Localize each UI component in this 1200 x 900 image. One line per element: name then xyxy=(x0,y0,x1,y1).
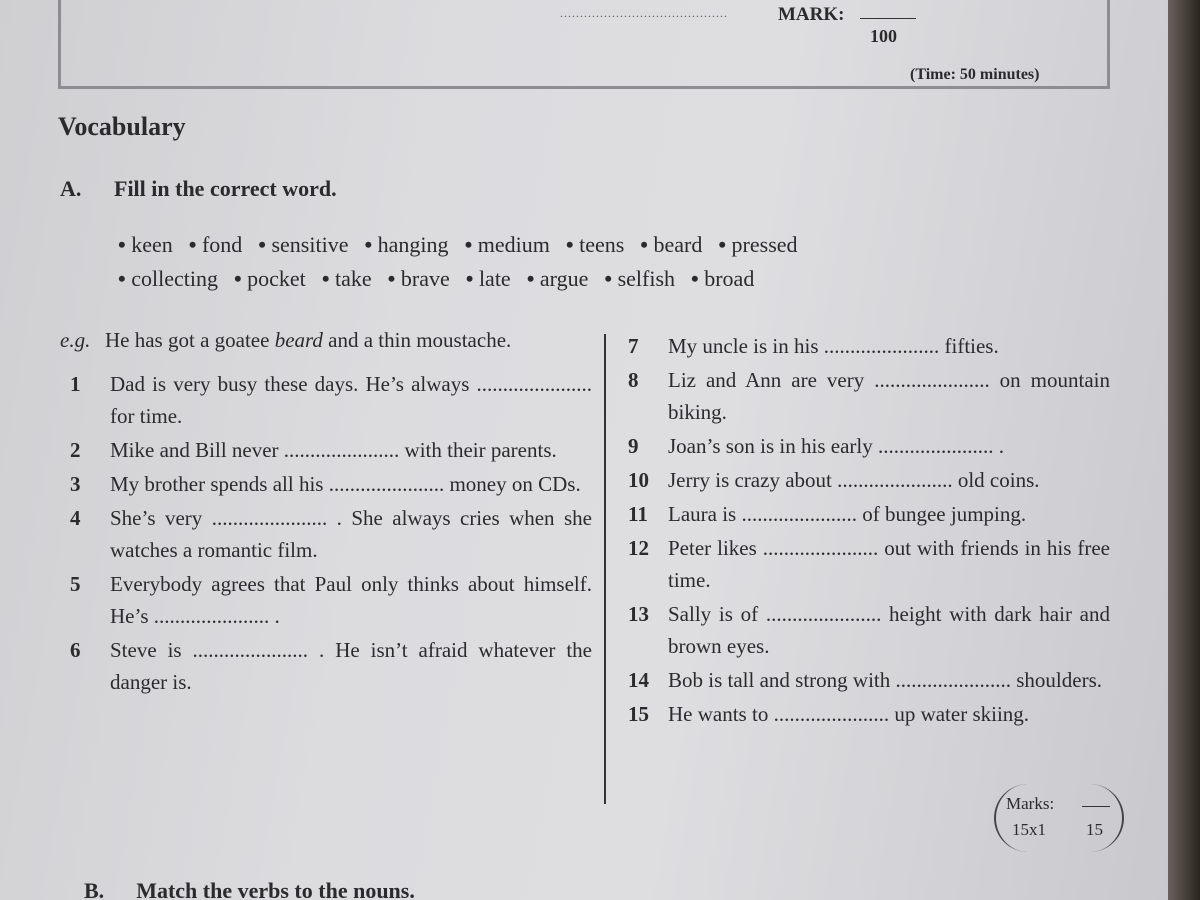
question-text: Laura is ...................... of bungee jumping. xyxy=(668,502,1027,526)
question-text: My uncle is in his ...................... fifties. xyxy=(668,334,999,358)
example-label: e.g. xyxy=(60,328,91,352)
question-text: Mike and Bill never ...................... with their parents. xyxy=(110,438,557,462)
section-a-letter: A. xyxy=(60,176,82,201)
example-text-before: He has got a goatee xyxy=(105,328,275,352)
word-bank-item: • late xyxy=(466,262,511,296)
word-bank-row xyxy=(118,262,1018,296)
question-item xyxy=(618,532,1110,596)
question-number: 5 xyxy=(70,572,81,596)
question-text: Sally is of ...................... height with dark hair and brown eyes. xyxy=(668,602,1110,658)
example-sentence xyxy=(60,324,592,356)
word-bank-item: • pressed xyxy=(718,228,797,262)
marks-total: 15 xyxy=(1086,820,1103,839)
question-number: 1 xyxy=(70,372,81,396)
question-number: 10 xyxy=(628,468,649,492)
question-item xyxy=(618,498,1110,530)
example-answer: beard xyxy=(274,328,323,352)
question-item xyxy=(618,664,1110,696)
marks-calc: 15x1 xyxy=(1012,820,1046,839)
example-text-after: and a thin moustache. xyxy=(322,328,512,352)
question-number: 13 xyxy=(628,602,649,626)
question-text: Bob is tall and strong with ...................... shoulders. xyxy=(668,668,1102,692)
time-limit: (Time: 50 minutes) xyxy=(910,66,1040,83)
question-item xyxy=(60,468,592,500)
question-text: Joan’s son is in his early ...................... . xyxy=(668,434,1004,458)
section-title: Vocabulary xyxy=(58,112,186,141)
question-text: Peter likes ...................... out with friends in his free time. xyxy=(668,536,1110,592)
mark-label: MARK: xyxy=(778,4,845,25)
word-bank-item: • sensitive xyxy=(258,228,348,262)
column-divider xyxy=(604,334,606,804)
question-number: 4 xyxy=(70,506,81,530)
word-bank-item: • medium xyxy=(465,228,550,262)
question-item xyxy=(618,330,1110,362)
mark-score-line xyxy=(860,18,916,19)
question-number: 12 xyxy=(628,536,649,560)
question-number: 7 xyxy=(628,334,639,358)
question-item xyxy=(618,698,1110,730)
question-number: 8 xyxy=(628,368,639,392)
question-text: She’s very ...................... . She always cries when she watches a romantic film. xyxy=(110,506,592,562)
section-b-letter: B. xyxy=(84,878,105,900)
word-bank-item: • brave xyxy=(388,262,450,296)
page-edge xyxy=(1168,0,1200,900)
question-text: Dad is very busy these days. He’s always ...................... for time. xyxy=(110,372,592,428)
marks-line xyxy=(1082,806,1110,807)
word-bank xyxy=(118,228,1018,296)
word-bank-item: • collecting xyxy=(118,262,218,296)
question-text: Everybody agrees that Paul only thinks about himself. He’s ...................... . xyxy=(110,572,592,628)
questions-right-column xyxy=(618,330,1110,732)
name-line: .......................................... xyxy=(560,6,728,20)
question-item xyxy=(618,430,1110,462)
question-number: 2 xyxy=(70,438,81,462)
question-item xyxy=(60,568,592,632)
question-number: 9 xyxy=(628,434,639,458)
section-b-instruction: Match the verbs to the nouns. xyxy=(136,878,415,900)
word-bank-row xyxy=(118,228,1018,262)
word-bank-item: • argue xyxy=(527,262,589,296)
question-text: Steve is ...................... . He isn’t afraid whatever the danger is. xyxy=(110,638,592,694)
question-number: 3 xyxy=(70,472,81,496)
word-bank-item: • beard xyxy=(640,228,702,262)
word-bank-item: • teens xyxy=(566,228,624,262)
word-bank-item: • take xyxy=(322,262,372,296)
question-number: 11 xyxy=(628,502,648,526)
question-item xyxy=(618,464,1110,496)
mark-total: 100 xyxy=(870,26,897,46)
question-item xyxy=(60,434,592,466)
question-text: Liz and Ann are very ...................... on mountain biking. xyxy=(668,368,1110,424)
word-bank-item: • keen xyxy=(118,228,173,262)
question-text: Jerry is crazy about ...................... old coins. xyxy=(668,468,1040,492)
word-bank-item: • fond xyxy=(189,228,243,262)
word-bank-item: • hanging xyxy=(364,228,448,262)
question-item xyxy=(618,598,1110,662)
section-a-instruction: Fill in the correct word. xyxy=(114,176,337,201)
question-text: My brother spends all his ...................... money on CDs. xyxy=(110,472,581,496)
question-item xyxy=(60,368,592,432)
section-b-heading xyxy=(84,878,447,900)
question-number: 6 xyxy=(70,638,81,662)
marks-label: Marks: xyxy=(1006,794,1055,813)
questions-left-column xyxy=(60,324,592,700)
word-bank-item: • broad xyxy=(691,262,754,296)
question-item xyxy=(60,634,592,698)
question-text: He wants to ...................... up water skiing. xyxy=(668,702,1030,726)
question-number: 15 xyxy=(628,702,649,726)
question-number: 14 xyxy=(628,668,649,692)
word-bank-item: • pocket xyxy=(234,262,306,296)
question-item xyxy=(60,502,592,566)
question-item xyxy=(618,364,1110,428)
word-bank-item: • selfish xyxy=(604,262,675,296)
